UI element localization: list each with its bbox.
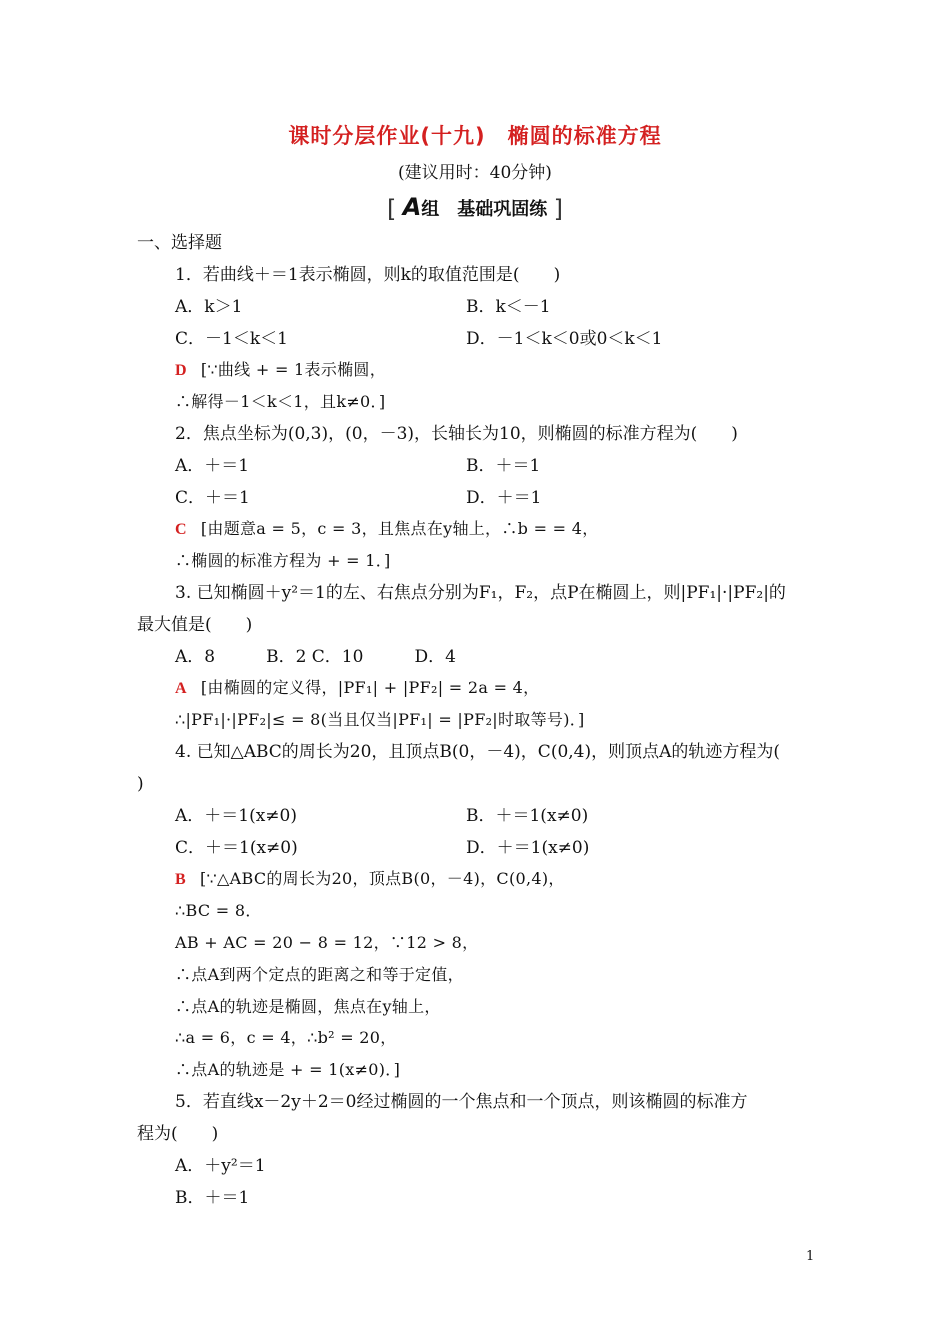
group-bracket-left: [ [387,195,397,223]
solution-4-line-6: ∴a = 6，c = 4，∴b² = 20， [175,1028,397,1047]
question-3-line-2: 最大值是( ) [137,615,253,635]
option-2d: D．＋＝1 [466,488,542,508]
option-4d: D．＋＝1(x≠0) [466,838,590,858]
group-label: 组 基础巩固练 [421,199,548,220]
solution-4-line-1: B [∵△ABC的周长为20，顶点B(0，－4)，C(0,4)， [175,869,565,888]
solution-4-line-2: ∴BC = 8． [175,901,262,920]
question-3-line-1: 3. 已知椭圆＋y²＝1的左、右焦点分别为F₁，F₂，点P在椭圆上，则|PF₁|·|PF₂|的 [175,583,786,603]
question-2: 2．焦点坐标为(0,3)，(0，－3)，长轴长为10，则椭圆的标准方程为( ) [175,424,738,444]
option-1b: B．k＜－1 [466,297,551,317]
solution-1-line-2: ∴解得－1＜k＜1，且k≠0．] [175,392,386,411]
page-number: 1 [806,1249,815,1264]
solution-1-line-1: D [∵曲线 + = 1表示椭圆， [175,360,387,379]
solution-4-line-4: ∴点A到两个定点的距离之和等于定值， [175,965,464,984]
option-1d: D．－1＜k＜0或0＜k＜1 [466,329,663,349]
answer-3: A [175,680,187,697]
solution-3-line-1: A [由椭圆的定义得，|PF₁| + |PF₂| = 2a = 4， [175,678,540,697]
solution-4-line-3: AB + AC = 20 − 8 = 12，∵12 > 8， [175,933,479,952]
question-4-line-1: 4. 已知△ABC的周长为20，且顶点B(0，－4)，C(0,4)，则顶点A的轨迹方程为( [175,742,781,762]
group-heading [0,193,950,223]
page-title: 课时分层作业(十九) 椭圆的标准方程 [288,124,662,148]
option-4c: C．＋＝1(x≠0) [175,838,298,858]
option-1c: C．－1＜k＜1 [175,329,288,349]
question-5-line-1: 5．若直线x－2y＋2＝0经过椭圆的一个焦点和一个顶点，则该椭圆的标准方 [175,1092,748,1112]
options-3: A．8 B．2 C．10 D．4 [175,647,456,667]
solution-2-line-2: ∴椭圆的标准方程为 + = 1．] [175,551,391,570]
option-4b: B．＋＝1(x≠0) [466,806,589,826]
option-4a: A．＋＝1(x≠0) [175,806,298,826]
question-1: 1．若曲线＋＝1表示椭圆，则k的取值范围是( ) [175,265,561,285]
option-1a: A．k＞1 [175,297,243,317]
solution-4-line-5: ∴点A的轨迹是椭圆，焦点在y轴上， [175,997,441,1016]
section-heading: 一、选择题 [137,233,222,253]
solution-4-line-7: ∴点A的轨迹是 + = 1(x≠0)．] [175,1060,401,1079]
question-4-line-2: ) [137,774,144,794]
solution-3-line-2: ∴|PF₁|·|PF₂|≤ = 8(当且仅当|PF₁| = |PF₂|时取等号)．] [175,710,585,729]
group-letter: A [402,193,422,221]
answer-4: B [175,871,186,888]
option-5a: A．＋y²＝1 [175,1156,266,1176]
option-2b: B．＋＝1 [466,456,541,476]
question-5-line-2: 程为( ) [137,1124,219,1144]
suggested-time: (建议用时：40分钟) [398,163,552,183]
answer-1: D [175,362,187,379]
answer-2: C [175,521,187,538]
group-bracket-right: ] [553,195,563,223]
solution-2-line-1: C [由题意a = 5，c = 3，且焦点在y轴上，∴b = = 4， [175,519,599,538]
option-5b: B．＋＝1 [175,1188,250,1208]
option-2a: A．＋＝1 [175,456,250,476]
option-2c: C．＋＝1 [175,488,250,508]
